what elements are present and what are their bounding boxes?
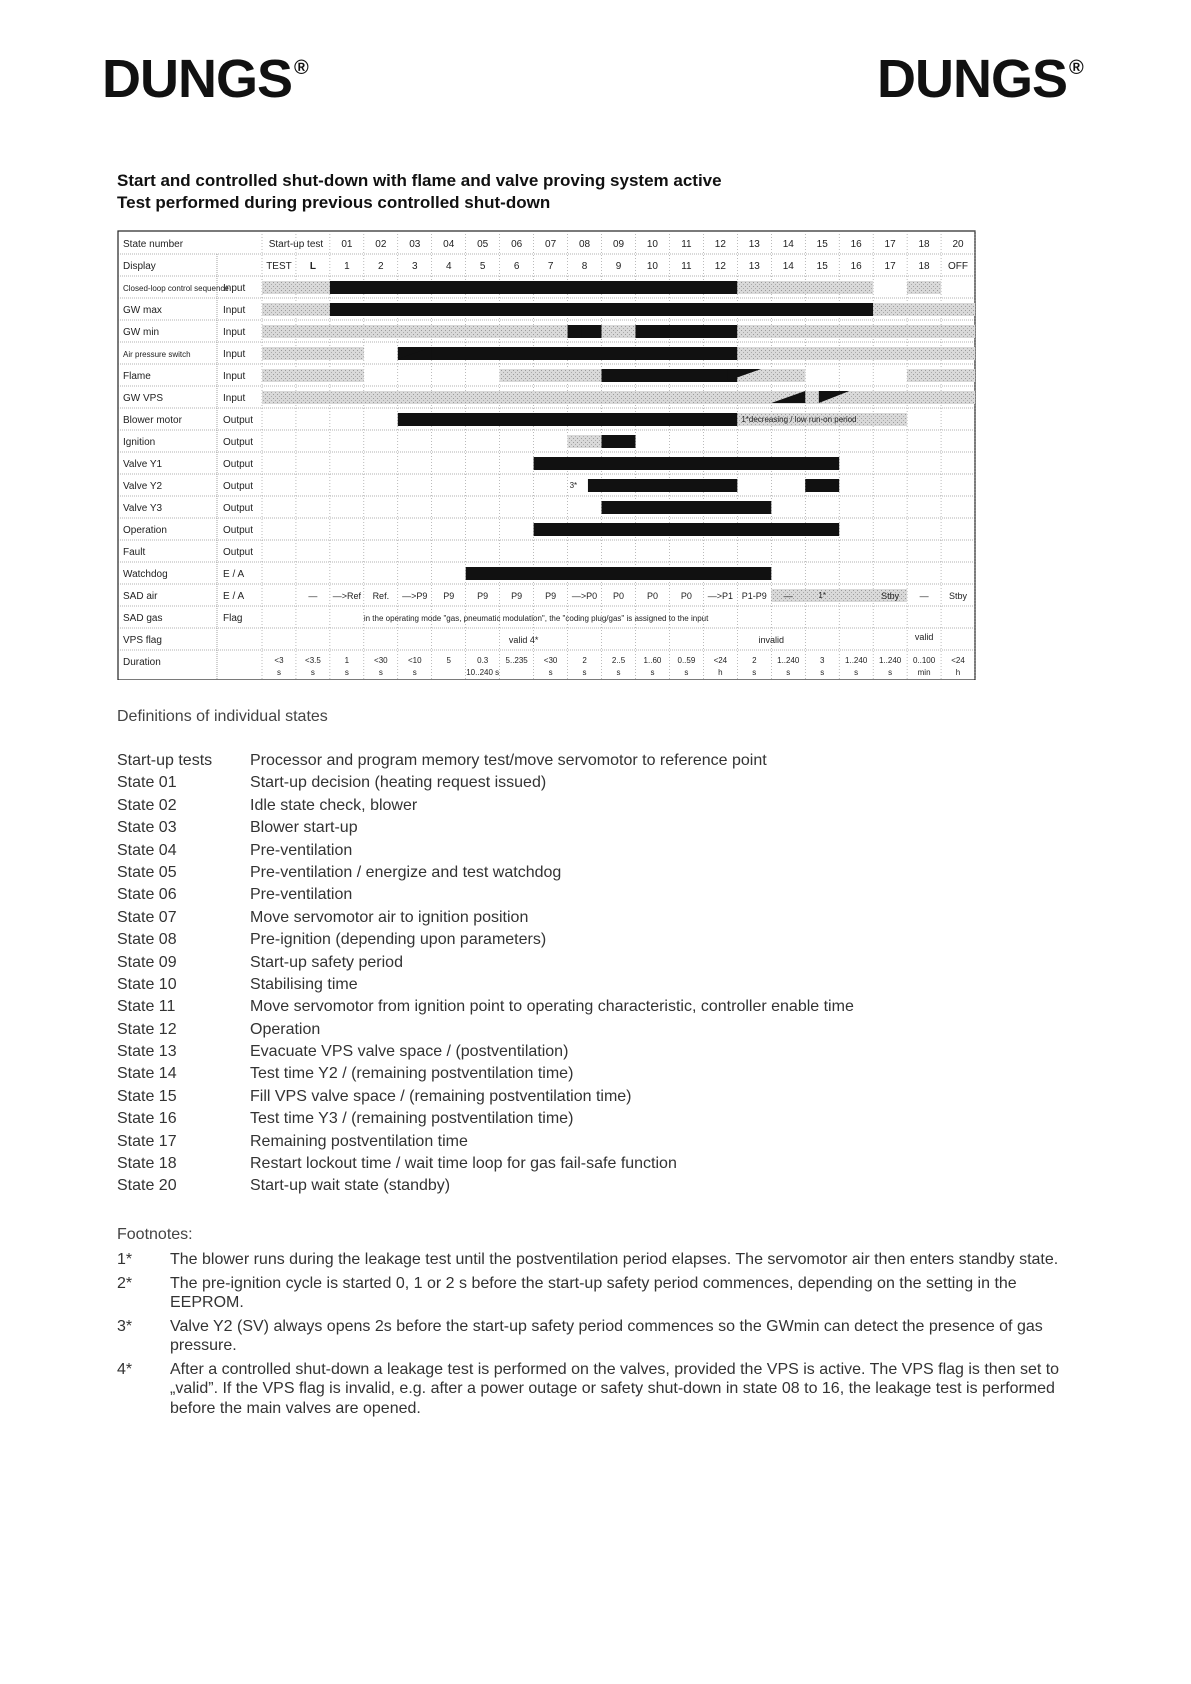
signal-io: Output xyxy=(223,481,254,492)
duration-value: <24 xyxy=(951,656,965,665)
definition-row xyxy=(117,907,854,929)
signal-io: Output xyxy=(223,415,254,426)
definition-row xyxy=(117,772,854,794)
state-number-cell: 10 xyxy=(646,239,659,250)
signal-bar-solid xyxy=(398,413,738,426)
signal-bar-hatched xyxy=(568,435,602,448)
footnote-mark: 1* xyxy=(117,1251,133,1268)
definition-text: Test time Y3 / (remaining postventilation time) xyxy=(250,1110,574,1128)
state-number-cell: 17 xyxy=(884,239,896,250)
definition-state: State 18 xyxy=(117,1155,177,1173)
state-number-cell: 04 xyxy=(443,239,455,250)
duration-value: 5..235 xyxy=(505,656,528,665)
signal-bar-hatched xyxy=(500,369,602,382)
definition-text: Remaining postventilation time xyxy=(250,1132,468,1150)
vps-flag-label: VPS flag xyxy=(123,635,162,646)
sad-air-cell: — xyxy=(308,591,318,601)
state-number-cell: 01 xyxy=(341,239,353,250)
display-cell: 1 xyxy=(344,261,350,272)
state-number-cell: 16 xyxy=(850,239,862,250)
display-cell: OFF xyxy=(948,261,969,272)
display-cell: 18 xyxy=(918,261,930,272)
sad-air-cell: P9 xyxy=(511,591,523,601)
duration-unit: s xyxy=(310,668,315,677)
duration-value: 1..240 xyxy=(777,656,800,665)
sad-air-cell: —>P1 xyxy=(707,591,733,601)
signal-io: E / A xyxy=(223,569,245,580)
signal-io: Input xyxy=(223,393,246,404)
state-number-cell: 03 xyxy=(409,239,421,250)
duration-value: <3.5 xyxy=(305,656,321,665)
state-number-cell: 06 xyxy=(511,239,523,250)
sad-air-cell: P9 xyxy=(545,591,557,601)
display-cell: 14 xyxy=(782,261,794,272)
sad-air-cell: —>Ref xyxy=(332,591,362,601)
signal-bar-hatched xyxy=(262,369,364,382)
sad-air-cell: P0 xyxy=(612,591,625,601)
duration-value: 1..240 xyxy=(878,656,902,665)
duration-value: <10 xyxy=(407,656,422,665)
definition-text: Blower start-up xyxy=(250,819,358,837)
sad-gas-io: Flag xyxy=(223,613,243,624)
logo-left-text: DUNGS xyxy=(102,49,293,109)
footnote-text: After a controlled shut-down a leakage test is performed on the valves, provided the VPS is active. The VPS flag is then set to „valid”. If the VPS flag is invalid, e.g. after a power outage or safety shut-down in state 08 to 16, the leakage test is performed before the main valves are opened. xyxy=(170,1360,1060,1417)
duration-unit: s xyxy=(786,668,791,677)
display-cell: 2 xyxy=(378,261,384,272)
signal-bar-solid xyxy=(330,281,737,294)
duration-unit: s xyxy=(684,668,689,677)
duration-unit: s xyxy=(888,668,893,677)
signal-name: Watchdog xyxy=(123,569,168,580)
state-number-cell: 09 xyxy=(612,239,625,250)
definition-state: State 15 xyxy=(117,1087,177,1105)
footnote-text: The pre-ignition cycle is started 0, 1 or 2 s before the start-up safety period commences, depending on the setting in the EEPROM. xyxy=(170,1274,1017,1311)
duration-value: 2..5 xyxy=(611,656,626,665)
sad-air-cell: — xyxy=(919,591,929,601)
footnote-mark: 2* xyxy=(117,1274,133,1292)
signal-bar-hatched xyxy=(907,369,975,382)
definition-state: State 02 xyxy=(117,796,177,814)
y2-note: 3* xyxy=(569,481,578,490)
duration-value: 3 xyxy=(819,656,825,665)
display-cell: 13 xyxy=(748,261,760,272)
signal-bar-solid xyxy=(534,457,840,470)
state-number-cell: 11 xyxy=(681,239,692,250)
duration-value: 1 xyxy=(344,656,350,665)
duration-value: <30 xyxy=(374,656,388,665)
signal-bar-solid xyxy=(602,369,738,382)
state-number-cell: 18 xyxy=(918,239,930,250)
definition-text: Operation xyxy=(250,1020,321,1038)
logo-right xyxy=(877,49,1083,109)
signal-io: Input xyxy=(223,305,246,316)
state-number-label: State number xyxy=(123,239,184,250)
signal-name: Valve Y1 xyxy=(123,459,163,470)
footnote-text: The blower runs during the leakage test until the postventilation period elapses. The servomotor air then enters standby state. xyxy=(170,1251,1059,1268)
definitions-heading: Definitions of individual states xyxy=(117,708,328,725)
sad-air-cell: P9 xyxy=(443,591,455,601)
definition-row xyxy=(117,840,854,862)
registered-mark: ® xyxy=(294,57,308,79)
definition-row xyxy=(117,1086,854,1108)
duration-unit: s xyxy=(344,668,349,677)
signal-name: GW max xyxy=(123,305,162,316)
vps-invalid: invalid xyxy=(758,635,785,645)
definition-text: Evacuate VPS valve space / (postventilation) xyxy=(250,1043,569,1061)
display-cell: 9 xyxy=(615,261,622,272)
definition-text: Move servomotor from ignition point to operating characteristic, controller enable time xyxy=(250,998,854,1016)
definition-state: State 13 xyxy=(117,1043,177,1061)
definition-state: State 20 xyxy=(117,1177,177,1195)
display-cell: 12 xyxy=(714,261,726,272)
definition-row xyxy=(117,1063,854,1085)
footnote-row xyxy=(117,1250,1082,1270)
duration-unit: s xyxy=(378,668,383,677)
definition-text: Pre-ventilation xyxy=(250,886,353,904)
definition-row xyxy=(117,952,854,974)
sad-gas-text: in the operating mode "gas, pneumatic modulation", the "coding plug/gas" is assigned to the input xyxy=(363,614,709,623)
duration-value: 0..59 xyxy=(677,656,696,665)
duration-value: 0..100 xyxy=(912,656,936,665)
footnote-mark: 3* xyxy=(117,1317,133,1335)
duration-unit: s xyxy=(752,668,757,677)
definition-row xyxy=(117,795,854,817)
signal-io: Input xyxy=(223,327,246,338)
definition-text: Pre-ventilation / energize and test watchdog xyxy=(250,863,562,881)
definition-state: State 10 xyxy=(117,975,177,993)
signal-name: GW min xyxy=(123,327,160,338)
definition-text: Start-up wait state (standby) xyxy=(250,1177,451,1195)
duration-value: 2 xyxy=(752,656,757,665)
signal-io: Input xyxy=(223,371,246,382)
signal-io: Input xyxy=(223,349,246,360)
duration-unit: s xyxy=(412,668,417,677)
definition-text: Pre-ventilation xyxy=(250,841,353,859)
signal-io: Output xyxy=(223,503,254,514)
duration-unit: s xyxy=(582,668,587,677)
definition-text: Restart lockout time / wait time loop for gas fail-safe function xyxy=(250,1155,677,1173)
signal-bar-hatched xyxy=(737,281,873,294)
definition-state: State 01 xyxy=(117,774,177,792)
signal-name: Air pressure switch xyxy=(123,350,191,359)
duration-unit: s xyxy=(854,668,859,677)
blower-note: 1*decreasing / low run-on period xyxy=(741,415,857,424)
definition-row xyxy=(117,1108,854,1130)
definition-text: Idle state check, blower xyxy=(250,796,418,814)
definition-state: State 09 xyxy=(117,953,177,971)
sad-air-cell: — xyxy=(783,591,793,601)
definition-state: Start-up tests xyxy=(117,752,213,769)
sad-air-cell: P0 xyxy=(680,591,692,601)
footnote-text: Valve Y2 (SV) always opens 2s before the start-up safety period commences so the GWmin can detect the presence of gas pressure. xyxy=(170,1317,1043,1354)
footnotes-heading: Footnotes: xyxy=(117,1226,193,1243)
duration-unit: 10..240 s xyxy=(466,668,500,677)
duration-unit: s xyxy=(650,668,655,677)
footnote-row xyxy=(117,1360,1082,1419)
definition-row xyxy=(117,1153,854,1175)
duration-unit: s xyxy=(820,668,825,677)
footnote-row xyxy=(117,1274,1082,1313)
duration-value: <3 xyxy=(274,656,284,665)
sad-note: 1* xyxy=(818,591,826,600)
display-cell: TEST xyxy=(266,261,292,272)
display-cell: 8 xyxy=(581,261,588,272)
sequence-chart xyxy=(117,230,977,680)
footnotes-list xyxy=(117,1250,1082,1422)
signal-bar-hatched xyxy=(602,325,636,338)
signal-bar-hatched xyxy=(262,347,364,360)
display-cell: 3 xyxy=(412,261,418,272)
signal-name: Valve Y3 xyxy=(123,503,163,514)
state-number-cell: Start-up test xyxy=(268,239,324,250)
display-cell: 15 xyxy=(816,261,828,272)
signal-bar-solid xyxy=(398,347,738,360)
footnote-mark: 4* xyxy=(117,1360,133,1378)
signal-io: Output xyxy=(223,525,254,536)
definition-text: Processor and program memory test/move servomotor to reference point xyxy=(250,752,767,769)
signal-io: Input xyxy=(223,283,246,294)
definition-text: Pre-ignition (depending upon parameters) xyxy=(250,931,547,949)
definitions-list xyxy=(117,750,854,1198)
display-cell: 10 xyxy=(646,261,659,272)
sad-air-cell: P9 xyxy=(477,591,489,601)
footnote-row xyxy=(117,1317,1082,1356)
definition-text: Start-up decision (heating request issued) xyxy=(250,774,547,792)
definition-text: Test time Y2 / (remaining postventilation time) xyxy=(250,1065,574,1083)
definition-text: Start-up safety period xyxy=(250,953,403,971)
definition-state: State 05 xyxy=(117,863,177,881)
display-label: Display xyxy=(123,261,156,272)
state-number-cell: 08 xyxy=(578,239,591,250)
state-number-cell: 12 xyxy=(714,239,726,250)
signal-name: Valve Y2 xyxy=(123,481,163,492)
signal-bar-hatched xyxy=(737,347,975,360)
definition-row xyxy=(117,750,854,772)
signal-bar-hatched xyxy=(262,303,330,316)
signal-name: Blower motor xyxy=(123,415,182,426)
display-cell: L xyxy=(309,261,316,272)
definition-state: State 12 xyxy=(117,1020,177,1038)
definition-row xyxy=(117,1019,854,1041)
definition-text: Stabilising time xyxy=(250,975,358,993)
sad-air-io: E / A xyxy=(223,591,245,602)
signal-name: GW VPS xyxy=(123,393,164,404)
signal-bar-solid xyxy=(466,567,772,580)
duration-value: 2 xyxy=(582,656,587,665)
signal-bar-solid xyxy=(534,523,840,536)
state-number-cell: 07 xyxy=(545,239,557,250)
table-frame xyxy=(118,231,975,680)
duration-unit: h xyxy=(718,668,723,677)
duration-label: Duration xyxy=(123,657,161,668)
signal-name: Ignition xyxy=(123,437,156,448)
signal-bar-hatched xyxy=(873,303,975,316)
sad-air-cell: —>P9 xyxy=(402,591,428,601)
signal-name: Flame xyxy=(123,371,151,382)
definition-state: State 07 xyxy=(117,908,177,926)
definition-text: Fill VPS valve space / (remaining postventilation time) xyxy=(250,1087,632,1105)
display-cell: 16 xyxy=(850,261,862,272)
signal-io: Output xyxy=(223,459,254,470)
duration-unit: s xyxy=(276,668,281,677)
signal-bar-hatched xyxy=(907,281,941,294)
definition-row xyxy=(117,817,854,839)
vps-valid-end: valid xyxy=(914,632,934,642)
duration-value: 1..60 xyxy=(643,656,662,665)
state-number-cell: 20 xyxy=(952,239,964,250)
signal-bar-hatched xyxy=(262,325,568,338)
timing-bars xyxy=(262,281,975,602)
chart-grid xyxy=(118,231,975,680)
sad-air-cell: P1-P9 xyxy=(741,591,767,601)
sad-air-cell: P0 xyxy=(646,591,658,601)
definition-row xyxy=(117,996,854,1018)
signal-bar-solid xyxy=(602,501,772,514)
sad-air-cell: Stby xyxy=(949,591,968,601)
definition-row xyxy=(117,929,854,951)
display-cell: 7 xyxy=(547,261,554,272)
definition-row xyxy=(117,1175,854,1197)
signal-bar-solid xyxy=(588,479,737,492)
signal-bar-solid xyxy=(602,435,636,448)
definition-state: State 11 xyxy=(117,998,176,1016)
registered-mark: ® xyxy=(1069,57,1083,79)
definition-row xyxy=(117,974,854,996)
document-subtitle: Test performed during previous controlled shut-down xyxy=(117,193,551,212)
definition-state: State 06 xyxy=(117,886,177,904)
duration-value: 0.3 xyxy=(477,656,489,665)
duration-unit: h xyxy=(955,668,961,677)
state-number-cell: 14 xyxy=(782,239,794,250)
sad-air-cell: Ref. xyxy=(372,591,390,601)
signal-name: Fault xyxy=(123,547,146,558)
state-number-cell: 05 xyxy=(477,239,489,250)
definition-row xyxy=(117,1041,854,1063)
logo-left xyxy=(102,49,308,109)
duration-value: <30 xyxy=(543,656,558,665)
vps-valid: valid 4* xyxy=(508,635,539,645)
signal-bar-hatched xyxy=(262,391,975,404)
signal-bar-hatched xyxy=(737,325,975,338)
state-number-cell: 15 xyxy=(816,239,828,250)
sad-air-label: SAD air xyxy=(123,591,158,602)
display-cell: 6 xyxy=(513,261,520,272)
definition-state: State 14 xyxy=(117,1065,177,1083)
display-cell: 4 xyxy=(445,261,452,272)
definition-state: State 08 xyxy=(117,931,177,949)
definition-state: State 03 xyxy=(117,819,177,837)
sad-air-cell: Stby xyxy=(881,591,900,601)
definition-text: Move servomotor air to ignition position xyxy=(250,908,529,926)
duration-value: 1..240 xyxy=(845,656,868,665)
definition-state: State 16 xyxy=(117,1110,177,1128)
signal-bar-hatched xyxy=(262,281,330,294)
definition-state: State 04 xyxy=(117,841,177,859)
signal-bar-solid xyxy=(805,479,839,492)
display-cell: 11 xyxy=(681,261,692,272)
definition-row xyxy=(117,1131,854,1153)
definition-state: State 17 xyxy=(117,1132,177,1150)
logo-right-text: DUNGS xyxy=(877,49,1068,109)
signal-io: Output xyxy=(223,547,254,558)
signal-io: Output xyxy=(223,437,254,448)
sad-air-cell: —>P0 xyxy=(571,591,598,601)
signal-bar-solid xyxy=(635,325,737,338)
duration-unit: min xyxy=(917,668,931,677)
duration-unit: s xyxy=(548,668,553,677)
duration-unit: s xyxy=(616,668,621,677)
state-number-cell: 02 xyxy=(375,239,387,250)
signal-name: Operation xyxy=(123,525,167,536)
display-cell: 5 xyxy=(479,261,486,272)
duration-value: <24 xyxy=(713,656,728,665)
signal-bar-solid xyxy=(330,303,873,316)
sad-gas-label: SAD gas xyxy=(123,613,163,624)
document-title: Start and controlled shut-down with flame and valve proving system active xyxy=(117,171,722,190)
state-number-cell: 13 xyxy=(748,239,760,250)
definition-row xyxy=(117,884,854,906)
definition-row xyxy=(117,862,854,884)
duration-value: 5 xyxy=(446,656,451,665)
signal-name: Closed-loop control sequence xyxy=(123,284,229,293)
display-cell: 17 xyxy=(884,261,896,272)
